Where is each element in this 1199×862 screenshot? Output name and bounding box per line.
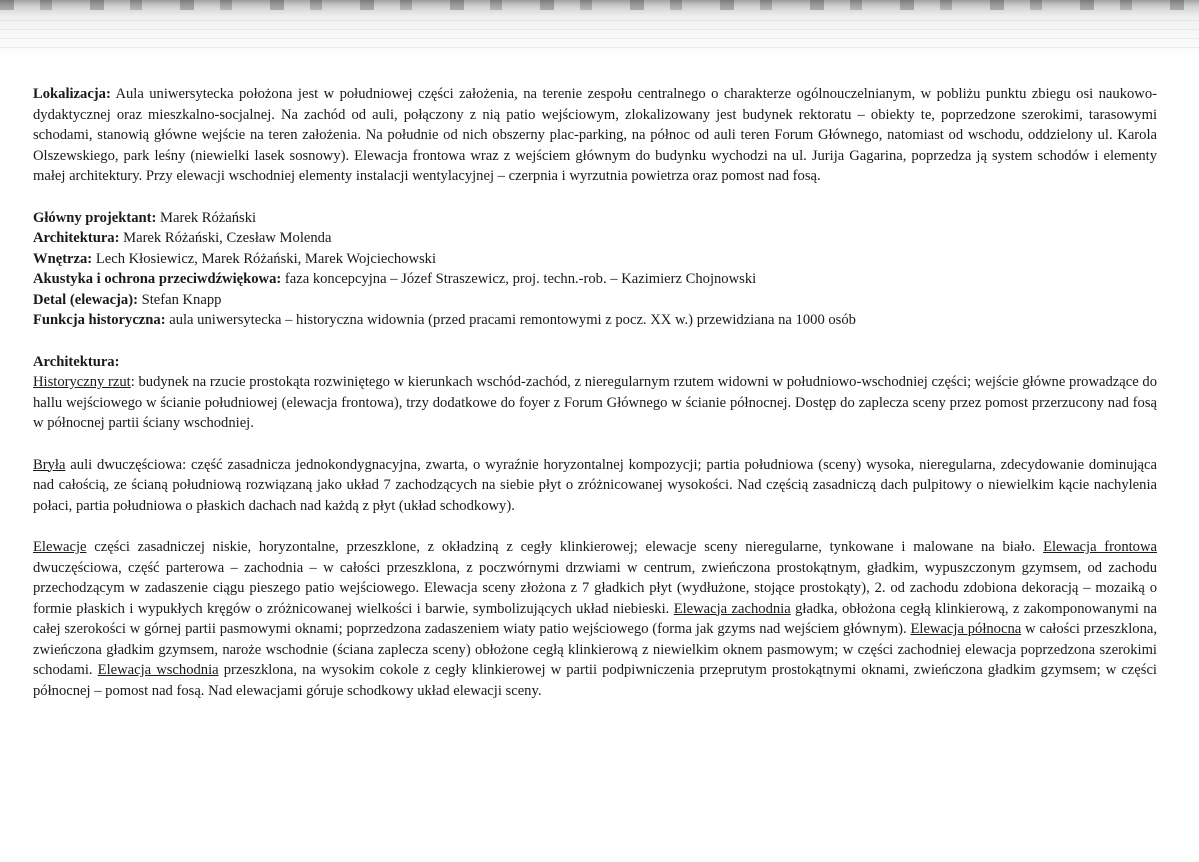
elewacja-polnocna-label: Elewacja północna: [910, 621, 1022, 637]
credit-label: Akustyka i ochrona przeciwdźwiękowa:: [33, 271, 282, 287]
elewacje-paragraph: [33, 537, 1157, 701]
rzut-label: Historyczny rzut: [33, 374, 131, 390]
credit-line-acoustics: [33, 269, 1157, 290]
credit-label: Wnętrza:: [33, 250, 93, 267]
credit-value: faza koncepcyjna – Józef Straszewicz, proj. techn.-rob. – Kazimierz Chojnowski: [281, 271, 757, 287]
credit-value: Lech Kłosiewicz, Marek Różański, Marek Wojciechowski: [92, 250, 437, 267]
credit-label: Funkcja historyczna:: [33, 312, 166, 328]
bryla-paragraph: [33, 455, 1157, 517]
credit-label: Architektura:: [33, 230, 120, 246]
elewacje-label: Elewacje: [33, 539, 87, 555]
credit-line-interiors: [33, 249, 1157, 270]
elewacja-wschodnia-label: Elewacja wschodnia: [97, 662, 219, 678]
lokalizacja-text: Aula uniwersytecka położona jest w południowej części założenia, na terenie zespołu centralnego o charakterze ogólnouczelnianym, w pobliżu punktu zbiegu osi naukowo-dydaktycznej oraz mieszkalno-socjalnej. Na zachód od auli, połączony z nią patio wejściowym, zlokalizowany jest budynek rektoratu – obiekty te, poprzedzone szerokimi, tarasowymi schodami, stanowią główne wejście na teren założenia. Na południe od nich obszerny plac-parking, na północ od auli teren Forum Głównego, natomiast od wschodu, oddzielony ul. Karola Olszewskiego, park leśny (niewielki lasek sosnowy). Elewacja frontowa wraz z wejściem głównym do budynku wychodzi na ul. Jurija Gagarina, poprzedza ją system schodów i elementy małej architektury. Przy elewacji wschodniej elementy instalacji wentylacyjnej – czerpnia i wyrzutnia powietrza oraz pomost nad fosą.: [33, 86, 1157, 184]
elewacja-zachodnia-label: Elewacja zachodnia: [673, 600, 791, 617]
credit-value: Stefan Knapp: [137, 291, 222, 308]
elewacja-wschodnia-text: przeszklona, na wysokim cokole z cegły klinkierowej w partii podpiwniczenia przeprutym prostokątnymi oknami, zwieńczona gładkim gzymsem; w części północnej – pomost nad fosą. Nad elewacjami góruje schodkowy układ elewacji sceny.: [33, 662, 1157, 699]
elewacje-text: części zasadniczej niskie, horyzontalne, przeszklone, z okładziną z cegły klinkierowej; elewacje sceny nieregularne, tynkowane i malowane na biało.: [86, 539, 1044, 555]
spacer: [33, 331, 1157, 352]
credit-line-detail: [33, 290, 1157, 311]
spacer: [33, 187, 1157, 208]
credit-value: aula uniwersytecka – historyczna widownia (przed pracami remontowymi z pocz. XX w.) przewidziana na 1000 osób: [165, 312, 856, 328]
credit-line-main-designer: [33, 208, 1157, 229]
scan-edge: [0, 0, 1199, 58]
elewacja-zachodnia-text: gładka, obłożona cegłą klinkierową, z zakomponowanymi na całej szerokości w górnej partii pasmowymi oknami; poprzedzona zadaszeniem wiaty patio wejściowego (forma jak gzyms nad wejściem głównym).: [33, 600, 1158, 637]
document-page: [33, 84, 1157, 701]
credit-line-architecture: [33, 228, 1157, 249]
rzut-text: : budynek na rzucie prostokąta rozwiniętego w kierunkach wschód-zachód, z nieregularnym rzutem widowni w południowo-wschodniej części; wejście główne prowadzące do hallu wejściowego w ścianie południowej (elewacja frontowa), trzy dodatkowe do foyer z Forum Głównego w ścianie północnej. Dostęp do zaplecza sceny przez pomost przerzucony nad fosą w północnej partii ściany wschodniej.: [33, 374, 1157, 431]
credits-block: [33, 208, 1157, 331]
architektura-heading: Architektura:: [33, 353, 120, 370]
lokalizacja-paragraph: [33, 84, 1157, 187]
bryla-text: auli dwuczęściowa: część zasadnicza jednokondygnacyjna, zwarta, o wyraźnie horyzontalnej kompozycji; partia południowa (sceny) wysoka, nieregularna, zdecydowanie dominująca nad całością, ze ścianą południową rozwiązaną jako układ 7 zachodzących na siebie płyt o zróżnicowanej wysokości. Nad częścią zasadniczą dach pulpitowy o niewielkim kącie nachylenia połaci, partia południowa o płaskich dachach nad każdą z płyt (układ schodkowy).: [33, 456, 1157, 514]
elewacja-frontowa-label: Elewacja frontowa: [1043, 539, 1157, 555]
lokalizacja-label: Lokalizacja:: [33, 86, 111, 102]
spacer: [33, 434, 1157, 455]
credit-label: Detal (elewacja):: [33, 291, 138, 308]
elewacja-polnocna-text: w całości przeszklona, zwieńczona gładkim gzymsem, naroże wschodnie (ściana zaplecza sceny) obłożone cegłą klinkierową z niewielkim oknem pasmowym; w części zachodniej elewacja poprzedzona szerokimi schodami.: [33, 621, 1157, 678]
credit-value: Marek Różański: [156, 209, 257, 226]
elewacja-frontowa-text: dwuczęściowa, część parterowa – zachodnia – w całości przeszklona, z poczwórnymi drzwiami w centrum, zwieńczona prostokątnym, gładkim, wypuszczonym gzymsem, od zachodu przechodzącym w zadaszenie ciągu pieszego patio wejściowego. Elewacja sceny złożona z 7 gładkich płyt (wydłużone, stojące prostokąty), 2. od zachodu zdobiona dekoracją – mozaiką o formie płaskich i wypukłych kręgów o zróżnicowanej wielkości i barwie, symbolizujących układ niebieski.: [33, 559, 1157, 617]
bryla-label: Bryła: [33, 456, 66, 473]
credit-value: Marek Różański, Czesław Molenda: [119, 230, 332, 246]
rzut-paragraph: [33, 372, 1157, 434]
credit-line-historical-function: [33, 310, 1157, 331]
credit-label: Główny projektant:: [33, 209, 157, 226]
spacer: [33, 516, 1157, 537]
